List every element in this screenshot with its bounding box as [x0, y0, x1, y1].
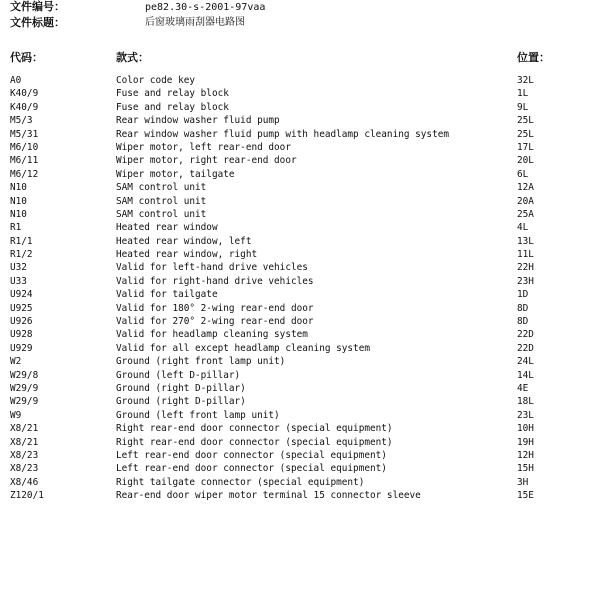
component-code: W29/9 — [10, 396, 39, 408]
list-item — [0, 208, 600, 221]
component-code: U928 — [10, 329, 33, 341]
list-item — [0, 87, 600, 100]
doc-number-value: pe82.30-s-2001-97vaa — [145, 2, 266, 13]
component-description: Ground (right D-pillar) — [116, 396, 246, 408]
component-description: Wiper motor, right rear-end door — [116, 155, 297, 167]
list-item — [0, 128, 600, 141]
component-description: Right tailgate connector (special equipment) — [116, 476, 365, 488]
list-item — [0, 369, 600, 382]
component-code: Z120/1 — [10, 490, 44, 502]
list-item — [0, 489, 600, 502]
list-item — [0, 422, 600, 435]
component-code: A0 — [10, 75, 22, 86]
component-description: Right rear-end door connector (special equipment) — [116, 423, 393, 435]
component-position: 10H — [517, 423, 534, 435]
doc-title-value: 后窗玻璃雨刮器电路图 — [145, 17, 245, 28]
component-position: 19H — [517, 436, 534, 448]
component-description: Valid for right-hand drive vehicles — [116, 275, 314, 287]
component-description: Heated rear window, right — [116, 249, 258, 261]
component-description: Valid for left-hand drive vehicles — [116, 262, 308, 274]
list-item — [0, 342, 600, 355]
list-item — [0, 355, 600, 368]
column-header-description: 款式： — [116, 51, 149, 64]
component-position: 13L — [517, 235, 534, 247]
component-code: U925 — [10, 302, 33, 314]
component-description: Valid for 270° 2-wing rear-end door — [116, 316, 314, 328]
list-item — [0, 382, 600, 395]
column-header-position: 位置： — [517, 51, 550, 64]
component-code: U33 — [10, 275, 27, 287]
component-code: M5/3 — [10, 115, 33, 127]
column-header-code: 代码： — [10, 51, 43, 64]
component-position: 23H — [517, 275, 534, 287]
component-description: Ground (left front lamp unit) — [116, 409, 280, 421]
component-code: U929 — [10, 342, 33, 354]
component-description: SAM control unit — [116, 182, 207, 194]
list-item — [0, 261, 600, 274]
component-code: N10 — [10, 195, 27, 207]
component-description: Valid for 180° 2-wing rear-end door — [116, 302, 314, 314]
component-description: Wiper motor, tailgate — [116, 168, 235, 180]
list-item — [0, 181, 600, 194]
component-code: X8/46 — [10, 476, 39, 488]
component-code: X8/21 — [10, 423, 39, 435]
component-description: Heated rear window, left — [116, 235, 252, 247]
component-description: Left rear-end door connector (special equipment) — [116, 449, 387, 461]
component-position: 6L — [517, 168, 529, 180]
component-description: SAM control unit — [116, 195, 207, 207]
component-position: 8D — [517, 302, 529, 314]
list-item — [0, 275, 600, 288]
component-position: 23L — [517, 409, 534, 421]
component-code: M5/31 — [10, 128, 39, 140]
component-position: 18L — [517, 396, 534, 408]
list-item — [0, 449, 600, 462]
component-position: 3H — [517, 476, 529, 488]
component-position: 25L — [517, 128, 534, 140]
component-position: 22D — [517, 342, 534, 354]
component-code: N10 — [10, 182, 27, 194]
component-description: Wiper motor, left rear-end door — [116, 141, 291, 153]
doc-title-label: 文件标题： — [10, 16, 65, 29]
component-code: M6/12 — [10, 168, 39, 180]
component-code: N10 — [10, 208, 27, 220]
list-item — [0, 288, 600, 301]
component-list — [0, 74, 600, 503]
component-position: 11L — [517, 249, 534, 261]
component-description: Color code key — [116, 75, 196, 86]
list-item — [0, 195, 600, 208]
component-description: Valid for headlamp cleaning system — [116, 329, 308, 341]
component-position: 24L — [517, 356, 534, 368]
component-code: M6/10 — [10, 141, 39, 153]
component-position: 9L — [517, 101, 529, 113]
list-item — [0, 221, 600, 234]
component-description: Heated rear window — [116, 222, 218, 234]
component-position: 8D — [517, 316, 529, 328]
component-position: 15E — [517, 490, 534, 502]
component-position: 14L — [517, 369, 534, 381]
component-position: 12A — [517, 182, 534, 194]
component-description: Valid for all except headlamp cleaning system — [116, 342, 370, 354]
component-code: U32 — [10, 262, 27, 274]
list-item — [0, 74, 600, 87]
component-position: 1L — [517, 88, 529, 100]
component-position: 4E — [517, 382, 529, 394]
component-description: Fuse and relay block — [116, 101, 229, 113]
list-item — [0, 235, 600, 248]
component-description: SAM control unit — [116, 208, 207, 220]
component-description: Right rear-end door connector (special equipment) — [116, 436, 393, 448]
list-item — [0, 462, 600, 475]
component-description: Ground (right D-pillar) — [116, 382, 246, 394]
list-item — [0, 101, 600, 114]
component-code: R1/1 — [10, 235, 33, 247]
list-item — [0, 328, 600, 341]
component-description: Ground (right front lamp unit) — [116, 356, 286, 368]
list-item — [0, 141, 600, 154]
component-description: Valid for tailgate — [116, 289, 218, 301]
component-position: 20A — [517, 195, 534, 207]
component-code: M6/11 — [10, 155, 39, 167]
component-code: K40/9 — [10, 101, 39, 113]
list-item — [0, 168, 600, 181]
list-item — [0, 154, 600, 167]
component-code: W9 — [10, 409, 22, 421]
component-code: X8/23 — [10, 463, 39, 475]
component-position: 12H — [517, 449, 534, 461]
component-description: Left rear-end door connector (special equipment) — [116, 463, 387, 475]
component-position: 20L — [517, 155, 534, 167]
doc-number-label: 文件编号： — [10, 0, 65, 13]
list-item — [0, 409, 600, 422]
list-item — [0, 436, 600, 449]
component-position: 4L — [517, 222, 529, 234]
component-position: 25A — [517, 208, 534, 220]
component-description: Ground (left D-pillar) — [116, 369, 241, 381]
component-code: W29/9 — [10, 382, 39, 394]
component-description: Rear window washer fluid pump — [116, 115, 280, 127]
component-code: X8/21 — [10, 436, 39, 448]
component-description: Fuse and relay block — [116, 88, 229, 100]
component-code: X8/23 — [10, 449, 39, 461]
component-code: K40/9 — [10, 88, 39, 100]
list-item — [0, 114, 600, 127]
list-item — [0, 315, 600, 328]
component-description: Rear-end door wiper motor terminal 15 connector sleeve — [116, 490, 421, 502]
component-code: U924 — [10, 289, 33, 301]
component-position: 1D — [517, 289, 529, 301]
component-code: R1 — [10, 222, 22, 234]
list-item — [0, 248, 600, 261]
component-code: U926 — [10, 316, 33, 328]
component-position: 15H — [517, 463, 534, 475]
component-code: W29/8 — [10, 369, 39, 381]
component-position: 22D — [517, 329, 534, 341]
component-code: R1/2 — [10, 249, 33, 261]
list-item — [0, 476, 600, 489]
component-code: W2 — [10, 356, 22, 368]
component-position: 32L — [517, 75, 534, 86]
component-position: 22H — [517, 262, 534, 274]
list-item — [0, 395, 600, 408]
list-item — [0, 302, 600, 315]
component-position: 25L — [517, 115, 534, 127]
component-description: Rear window washer fluid pump with headlamp cleaning system — [116, 128, 450, 140]
component-position: 17L — [517, 141, 534, 153]
